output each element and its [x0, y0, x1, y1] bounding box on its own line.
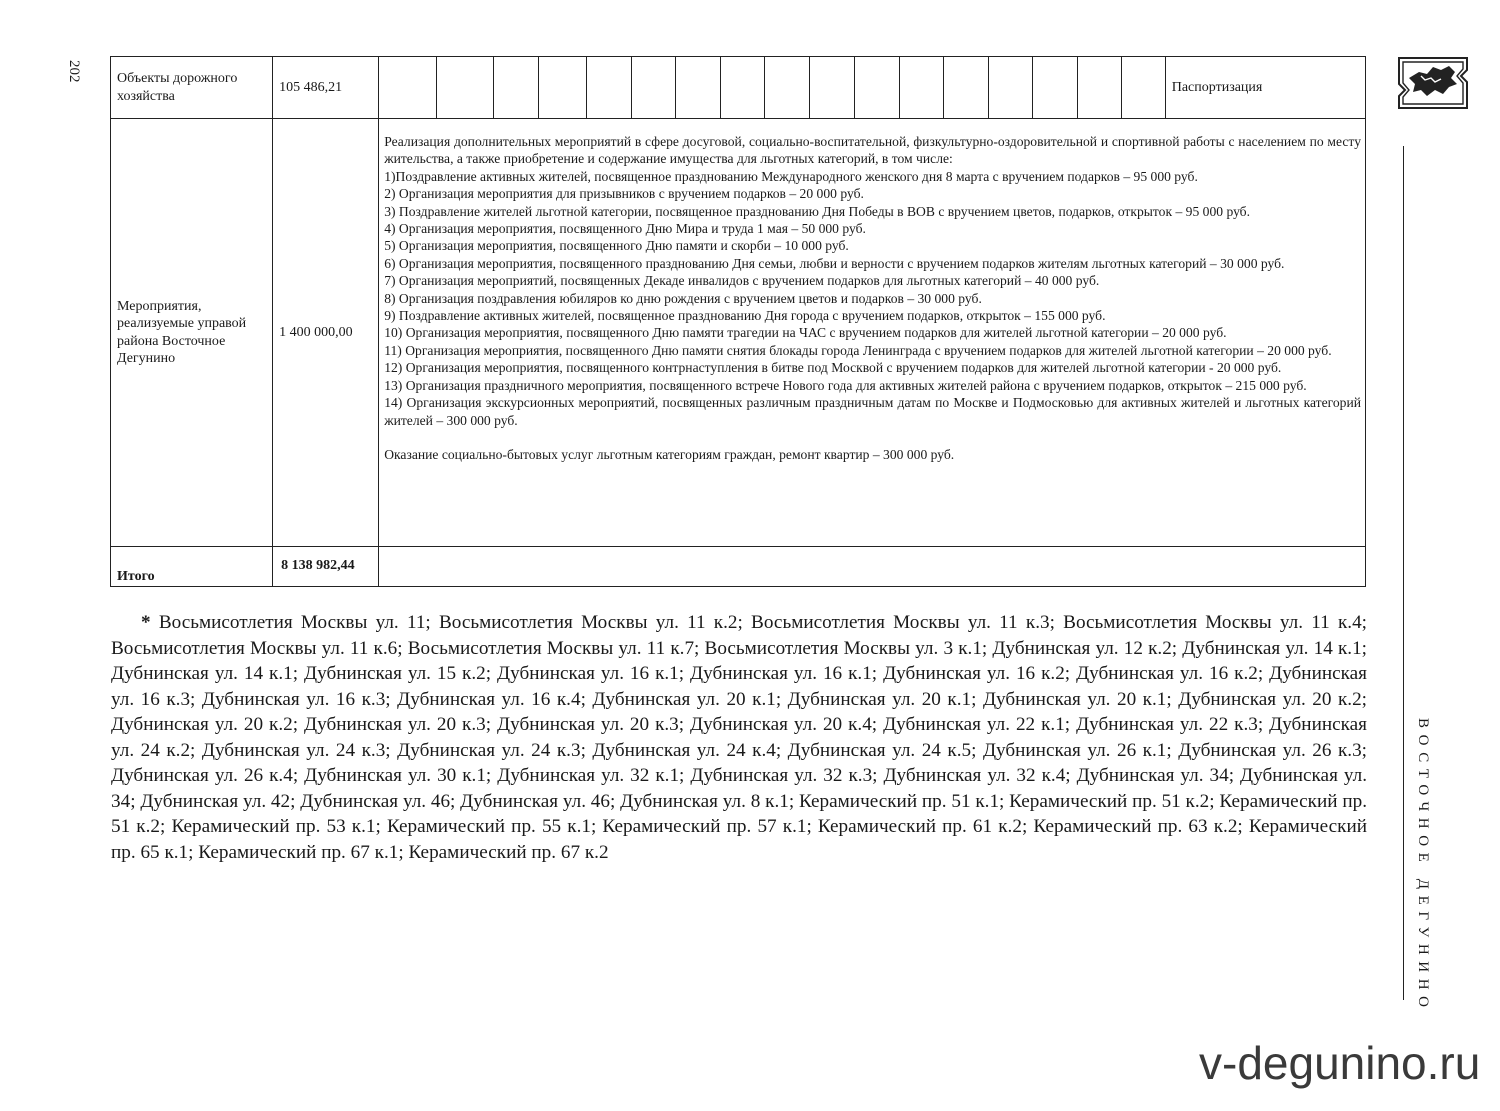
- road-objects-note: Паспортизация: [1165, 57, 1365, 119]
- events-line: 1)Поздравление активных жителей, посвященное празднованию Международного женского дня 8 марта с вручением подарков – 95 000 руб.: [384, 168, 1198, 184]
- events-line: 9) Поздравление активных жителей, посвященное празднованию Дня города с вручением подарков, открыток – 155 000 руб.: [384, 308, 1106, 324]
- events-line: 10) Организация мероприятия, посвященного Дню памяти трагедии на ЧАС с вручением подарков для жителей льготной категории – 20 000 руб.: [384, 325, 1227, 341]
- events-description: [379, 119, 1366, 547]
- events-line: 7) Организация мероприятий, посвященных Декаде инвалидов с вручением подарков для льготных категорий – 40 000 руб.: [384, 273, 1100, 289]
- events-sum: 1 400 000,00: [273, 119, 379, 547]
- district-side-title: ВОСТОЧНОЕ ДЕГУНИНО: [1415, 718, 1431, 1014]
- district-logo-icon: [1397, 54, 1469, 112]
- footnote-star: *: [141, 612, 151, 633]
- road-objects-name: Объекты дорожного хозяйства: [111, 57, 273, 119]
- events-name: Мероприятия, реализуемые управой района Восточное Дегунино: [111, 119, 273, 547]
- table-row-events: [111, 119, 1366, 547]
- side-rule: [1403, 146, 1404, 1000]
- events-line: 2) Организация мероприятия для призывников с вручением подарков – 20 000 руб.: [384, 186, 864, 202]
- table-row-total: [111, 547, 1366, 587]
- events-line: Реализация дополнительных мероприятий в сфере досуговой, социально-воспитательной, физкультурно-оздоровительной и спортивной работы с населением по месту жительства, а также приобретение и содержание имущества для льготных категорий, в том числе:: [384, 134, 1361, 167]
- events-line: 6) Организация мероприятия, посвященного празднованию Дня семьи, любви и верности с вручением подарков жителям льготных категорий – 30 000 руб.: [384, 255, 1285, 271]
- events-line: 14) Организация экскурсионных мероприятий, посвященных различным праздничным датам по Москве и Подмосковью для активных жителей и льготных категорий жителей – 300 000 руб.: [384, 395, 1361, 428]
- footnote-text: Восьмисотлетия Москвы ул. 11; Восьмисотлетия Москвы ул. 11 к.2; Восьмисотлетия Москвы ул. 11 к.3; Восьмисотлетия Москвы ул. 11 к.4; Восьмисотлетия Москвы ул. 11 к.6; Восьмисотлетия Москвы ул. 11 к.7; Восьмисотлетия Москвы ул. 3 к.1; Дубнинская ул. 12 к.2; Дубнинская ул. 14 к.1; Дубнинская ул. 14 к.1; Дубнинская ул. 15 к.2; Дубнинская ул. 16 к.1; Дубнинская ул. 16 к.1; Дубнинская ул. 16 к.2; Дубнинская ул. 16 к.2; Дубнинская ул. 16 к.3; Дубнинская ул. 16 к.3; Дубнинская ул. 16 к.4; Дубнинская ул. 20 к.1; Дубнинская ул. 20 к.1; Дубнинская ул. 20 к.1; Дубнинская ул. 20 к.2; Дубнинская ул. 20 к.2; Дубнинская ул. 20 к.3; Дубнинская ул. 20 к.3; Дубнинская ул. 20 к.4; Дубнинская ул. 22 к.1; Дубнинская ул. 22 к.3; Дубнинская ул. 24 к.2; Дубнинская ул. 24 к.3; Дубнинская ул. 24 к.3; Дубнинская ул. 24 к.4; Дубнинская ул. 24 к.5; Дубнинская ул. 26 к.1; Дубнинская ул. 26 к.3; Дубнинская ул. 26 к.4; Дубнинская ул. 30 к.1; Дубнинская ул. 32 к.1; Дубнинская ул. 32 к.3; Дубнинская ул. 32 к.4; Дубнинская ул. 34; Дубнинская ул. 34; Дубнинская ул. 42; Дубнинская ул. 46; Дубнинская ул. 46; Дубнинская ул. 8 к.1; Керамический пр. 51 к.1; Керамический пр. 51 к.2; Керамический пр. 51 к.2; Керамический пр. 53 к.1; Керамический пр. 55 к.1; Керамический пр. 57 к.1; Керамический пр. 61 к.2; Керамический пр. 63 к.2; Керамический пр. 65 к.1; Керамический пр. 67 к.1; Керамический пр. 67 к.2: [111, 612, 1368, 863]
- total-sum: 8 138 982,44: [273, 547, 379, 587]
- events-line: 13) Организация праздничного мероприятия, посвященного встрече Нового года для активных жителей района с вручением подарков, открыток – 215 000 руб.: [384, 377, 1307, 393]
- events-extra-line: Оказание социально-бытовых услуг льготным категориям граждан, ремонт квартир – 300 000 руб.: [384, 446, 955, 462]
- page-number: 202: [66, 60, 82, 83]
- events-line: 4) Организация мероприятия, посвященного Дню Мира и труда 1 мая – 50 000 руб.: [384, 221, 866, 237]
- events-line: 5) Организация мероприятия, посвященного Дню памяти и скорби – 10 000 руб.: [384, 238, 849, 254]
- total-label: Итого: [111, 547, 273, 587]
- site-watermark: v-degunino.ru: [1199, 1037, 1481, 1089]
- events-line: 8) Организация поздравления юбиляров ко дню рождения с вручением цветов и подарков – 30 000 руб.: [384, 290, 982, 306]
- events-line: 11) Организация мероприятия, посвященного Дню памяти снятия блокады города Ленинграда с вручением подарков для жителей льготной категории – 20 000 руб.: [384, 342, 1332, 358]
- budget-table: [110, 56, 1366, 587]
- events-line: 12) Организация мероприятия, посвященного контрнаступления в битве под Москвой с вручением подарков для жителей льготной категории - 20 000 руб.: [384, 360, 1282, 376]
- events-line: 3) Поздравление жителей льготной категории, посвященное празднованию Дня Победы в ВОВ с вручением цветов, подарков, открыток – 95 000 руб.: [384, 203, 1250, 219]
- address-footnote: [111, 610, 1367, 865]
- table-row-road: [111, 57, 1366, 119]
- road-objects-sum: 105 486,21: [273, 57, 379, 119]
